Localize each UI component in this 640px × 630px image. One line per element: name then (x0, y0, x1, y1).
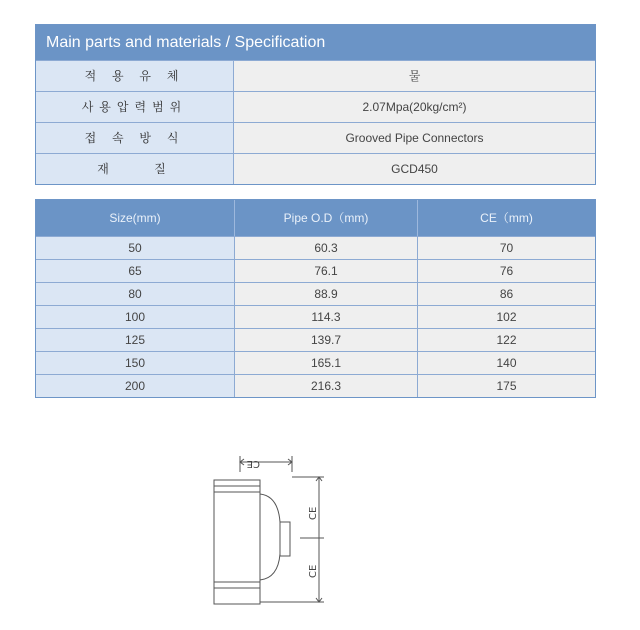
dimension-table (35, 199, 596, 398)
cell-size: 200 (36, 375, 235, 397)
spec-label: 적 용 유 체 (36, 61, 234, 91)
cell-size: 80 (36, 283, 235, 305)
cell-size: 125 (36, 329, 235, 351)
spec-value: Grooved Pipe Connectors (234, 123, 595, 153)
spec-row-connection (36, 122, 595, 153)
cell-ce: 102 (418, 306, 595, 328)
branch-outline (260, 494, 280, 580)
tee-fitting-diagram (200, 450, 340, 612)
cell-size: 150 (36, 352, 235, 374)
run-body (214, 480, 260, 604)
spec-value: 2.07Mpa(20kg/cm²) (234, 92, 595, 122)
spec-label: 사용압력범위 (36, 92, 234, 122)
cell-pipe-od: 165.1 (235, 352, 418, 374)
specification-table (35, 24, 596, 185)
cell-ce: 86 (418, 283, 595, 305)
spec-row-material (36, 153, 595, 184)
cell-ce: 122 (418, 329, 595, 351)
spec-value: 물 (234, 61, 595, 91)
spec-label: 재 질 (36, 154, 234, 184)
cell-pipe-od: 88.9 (235, 283, 418, 305)
dimension-table-header (36, 200, 595, 236)
table-row (36, 282, 595, 305)
spec-label: 접 속 방 식 (36, 123, 234, 153)
table-row (36, 351, 595, 374)
cell-pipe-od: 216.3 (235, 375, 418, 397)
groove-bottom (214, 582, 260, 588)
table-row (36, 328, 595, 351)
groove-top (214, 486, 260, 492)
cell-pipe-od: 114.3 (235, 306, 418, 328)
header-size: Size(mm) (109, 211, 161, 225)
cell-size: 50 (36, 237, 235, 259)
cell-size: 100 (36, 306, 235, 328)
table-row (36, 236, 595, 259)
label-ce-top: CE (246, 458, 260, 469)
spec-value: GCD450 (234, 154, 595, 184)
header-pipe-od: Pipe O.D（mm) (234, 200, 417, 236)
branch-outlet (280, 522, 290, 556)
spec-row-pressure (36, 91, 595, 122)
header-ce: CE（mm) (417, 200, 595, 236)
cell-pipe-od: 139.7 (235, 329, 418, 351)
table-row (36, 259, 595, 282)
specification-title: Main parts and materials / Specification (36, 25, 595, 60)
cell-ce: 140 (418, 352, 595, 374)
cell-ce: 76 (418, 260, 595, 282)
cell-pipe-od: 76.1 (235, 260, 418, 282)
cell-ce: 70 (418, 237, 595, 259)
label-ce-lower: CE (308, 564, 319, 578)
cell-pipe-od: 60.3 (235, 237, 418, 259)
label-ce-upper: CE (308, 506, 319, 520)
table-row (36, 374, 595, 397)
cell-size: 65 (36, 260, 235, 282)
table-row (36, 305, 595, 328)
spec-row-fluid (36, 60, 595, 91)
cell-ce: 175 (418, 375, 595, 397)
